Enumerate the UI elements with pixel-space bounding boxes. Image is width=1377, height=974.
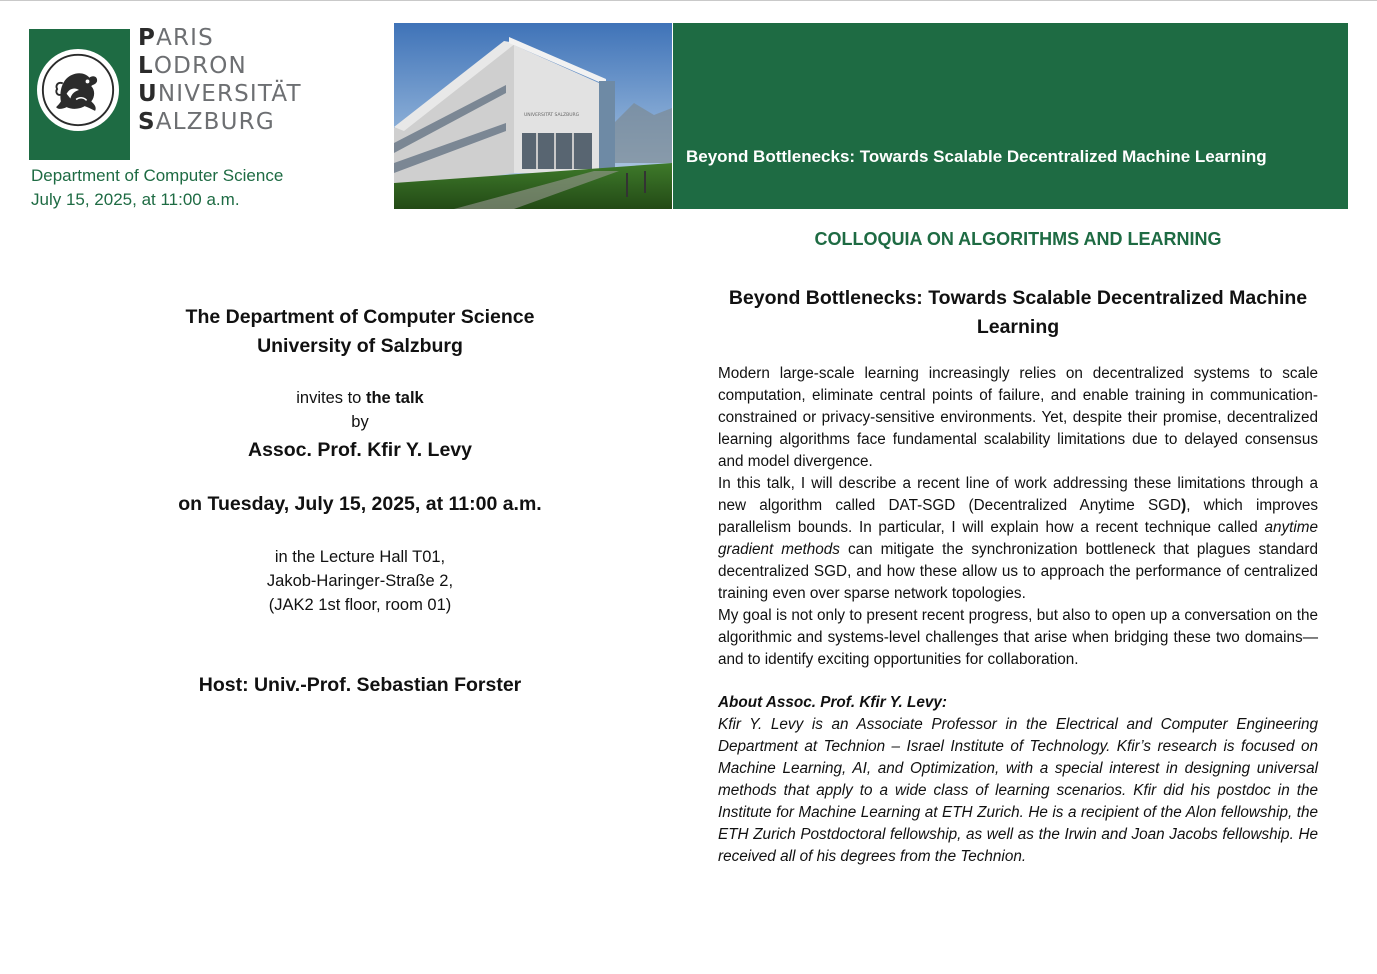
talk-datetime: on Tuesday, July 15, 2025, at 11:00 a.m. <box>178 493 542 515</box>
series-title: COLLOQUIA ON ALGORITHMS AND LEARNING <box>814 229 1222 249</box>
talk-title-line2: Learning <box>976 316 1060 338</box>
wordmark-line-universitat: UNIVERSITÄT <box>138 81 302 107</box>
speaker-name: Assoc. Prof. Kfir Y. Levy <box>248 439 472 461</box>
university-wordmark <box>138 24 302 136</box>
speaker-bio <box>718 692 1318 868</box>
invite-by: by <box>351 413 369 431</box>
university-logo-box <box>29 29 130 160</box>
abstract-paragraph-2: In this talk, I will describe a recent line of work addressing these limitations through a new algorithm called DAT-SGD (Decentralized Anytime SGD), which improves parallelism bounds. In particular, I will explain how a recent technique called anytime gradient methods can mitigate the synchronization bottleneck that plagues standard decentralized SGD, and how these allow us to approach the performance of centralized training even over sparse network topologies. <box>718 475 1319 602</box>
department-info <box>31 164 283 212</box>
lion-seal-icon <box>37 49 119 131</box>
venue <box>130 545 590 617</box>
title-banner <box>673 23 1348 209</box>
venue-line3: (JAK2 1st floor, room 01) <box>268 596 452 614</box>
invitation <box>130 386 590 434</box>
abstract-paragraph-3: My goal is not only to present recent progress, but also to open up a conversation on the algorithmic and systems-level challenges that arise when bridging these two domains—and to identify exciting opportunities for collaboration. <box>718 607 1318 668</box>
banner-title: Beyond Bottlenecks: Towards Scalable Decentralized Machine Learning <box>686 147 1267 166</box>
organizer <box>130 303 590 361</box>
department-name: Department of Computer Science <box>31 166 284 185</box>
top-border <box>0 0 1377 1</box>
wordmark-line-paris: PARIS <box>138 25 214 51</box>
organizer-line1: The Department of Computer Science <box>185 306 535 328</box>
wordmark-line-salzburg: SALZBURG <box>138 109 275 135</box>
abstract-paragraph-1: Modern large-scale learning increasingly relies on decentralized systems to scale computation, eliminate central points of failure, and enable training in communication-constrained or privacy-sensitive environments. Yet, despite their promise, decentralized learning algorithms face fundamental scalability limitations due to delayed consensus and model divergence. <box>718 365 1318 470</box>
building-sign-text: UNIVERSITÄT SALZBURG <box>524 113 580 118</box>
host: Host: Univ.-Prof. Sebastian Forster <box>198 674 522 696</box>
venue-line2: Jakob-Haringer-Straße 2, <box>266 572 454 590</box>
talk-title-line1: Beyond Bottlenecks: Towards Scalable Decentralized Machine <box>728 287 1308 309</box>
bio-text: Kfir Y. Levy is an Associate Professor in the Electrical and Computer Engineering Department at Technion – Israel Institute of Technology. Kfir’s research is focused on Machine Learning, AI, and Optimization, with a special interest in designing universal methods that apply to a wide class of learning scenarios. Kfir did his postdoc in the Institute for Machine Learning at ETH Zurich. He is a recipient of the Alon fellowship, the ETH Zurich Postdoctoral fellowship, as well as the Irwin and Joan Jacobs fellowship. He received all of his degrees from the Technion. <box>718 716 1318 865</box>
talk-title <box>718 284 1318 342</box>
department-date: July 15, 2025, at 11:00 a.m. <box>31 190 240 209</box>
invite-line: invites to the talk <box>296 389 424 407</box>
wordmark-line-lodron: LODRON <box>138 53 247 79</box>
building-photo <box>394 23 672 209</box>
organizer-line2: University of Salzburg <box>257 335 463 357</box>
venue-line1: in the Lecture Hall T01, <box>274 548 446 566</box>
bio-heading: About Assoc. Prof. Kfir Y. Levy: <box>718 694 947 711</box>
talk-abstract <box>718 363 1318 671</box>
